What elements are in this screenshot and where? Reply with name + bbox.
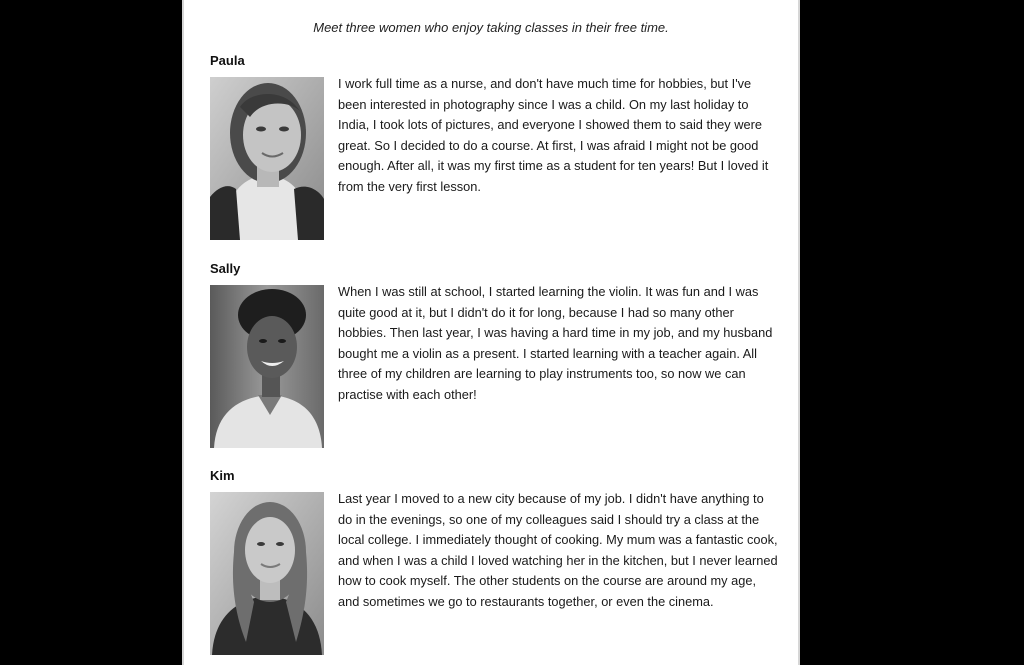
- profile-text-paula: I work full time as a nurse, and don't have much time for hobbies, but I've been interested in photography since I was a child. On my last holiday to India, I took lots of pictures, and everyone I showed them to said they were great. So I decided to do a course. At first, I was afraid I might not be good enough. After all, it was my first time as a student for ten years! But I loved it from the very first lesson.: [338, 76, 769, 194]
- profile-text-sally: When I was still at school, I started learning the violin. It was fun and I was quite good at it, but I didn't do it for long, because I had so many other hobbies. Then last year, I was having a hard time in my job, and my husband bought me a violin as a present. I started learning with a teacher again. All three of my children are learning to play instruments too, so now we can practise with each other!: [338, 284, 773, 402]
- profile-name-kim: Kim: [210, 468, 235, 483]
- photo-sally: [210, 285, 324, 448]
- profile-name-paula: Paula: [210, 53, 245, 68]
- worksheet-page: [182, 0, 800, 665]
- intro-text: Meet three women who enjoy taking classes in their free time.: [313, 20, 669, 35]
- photo-paula: [210, 77, 324, 240]
- profile-text-kim: Last year I moved to a new city because of my job. I didn't have anything to do in the evenings, so one of my colleagues said I should try a class at the local college. I immediately thought of cooking. My mum was a fantastic cook, and when I was a child I loved watching her in the kitchen, but I never learned how to cook myself. The other students on the course are around my age, and sometimes we go to restaurants together, or even the cinema.: [338, 491, 778, 609]
- photo-kim: [210, 492, 324, 655]
- profile-name-sally: Sally: [210, 261, 241, 276]
